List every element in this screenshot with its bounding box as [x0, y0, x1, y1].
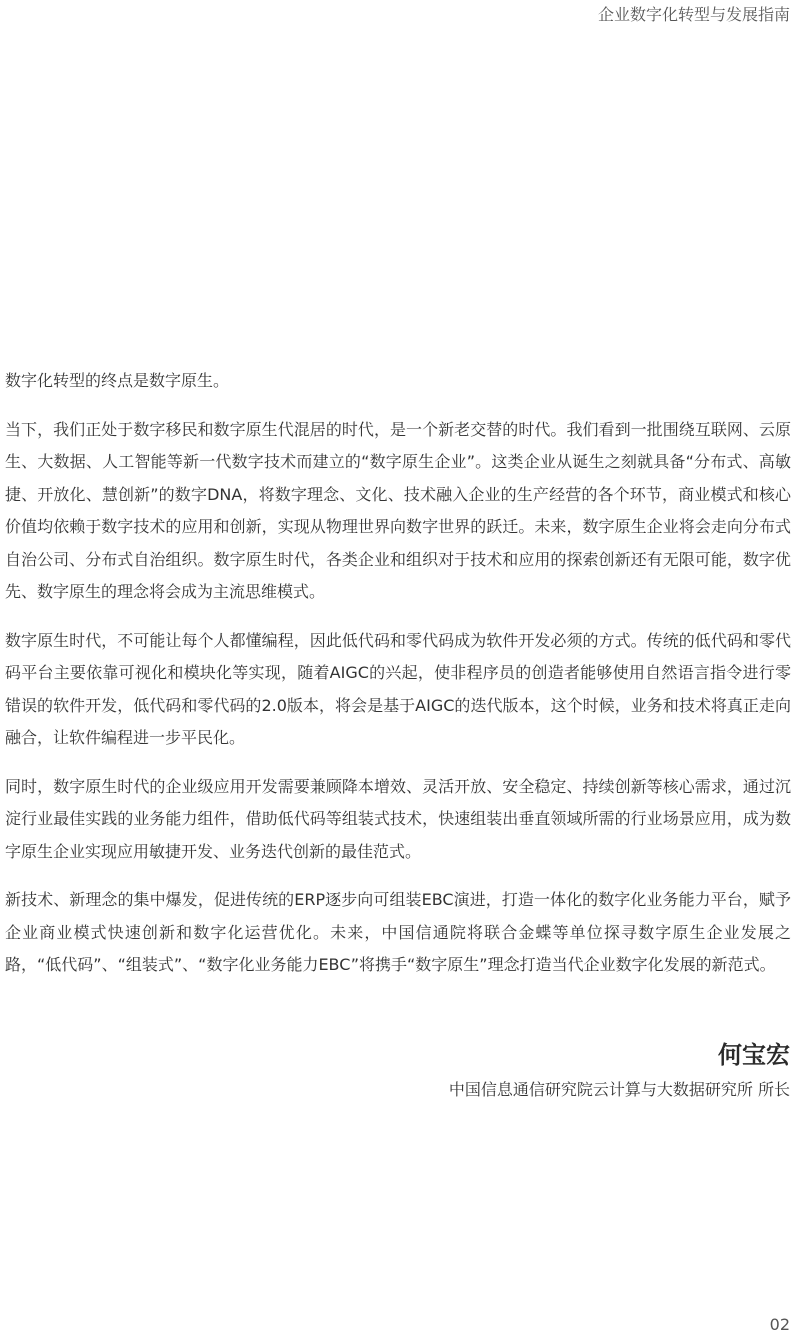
- signature-block: [449, 1038, 790, 1102]
- page-number: 02: [769, 1315, 790, 1334]
- foreword-body: [5, 365, 791, 998]
- paragraph-4: 同时，数字原生时代的企业级应用开发需要兼顾降本增效、灵活开放、安全稳定、持续创新等核心需求，通过沉淀行业最佳实践的业务能力组件，借助低代码等组装式技术，快速组装出垂直领域所需的行业场景应用，成为数字原生企业实现应用敏捷开发、业务迭代创新的最佳范式。: [5, 776, 791, 861]
- paragraph-2: 当下，我们正处于数字移民和数字原生代混居的时代，是一个新老交替的时代。我们看到一批围绕互联网、云原生、大数据、人工智能等新一代数字技术而建立的“数字原生企业”。这类企业从诞生之刻就具备“分布式、高敏捷、开放化、慧创新”的数字DNA，将数字理念、文化、技术融入企业的生产经营的各个环节，商业模式和核心价值均依赖于数字技术的应用和创新，实现从物理世界向数字世界的跃迁。未来，数字原生企业将会走向分布式自治公司、分布式自治组织。数字原生时代，各类企业和组织对于技术和应用的探索创新还有无限可能，数字优先、数字原生的理念将会成为主流思维模式。: [5, 419, 791, 601]
- author-name: 何宝宏: [718, 1041, 790, 1069]
- paragraph-1: 数字化转型的终点是数字原生。: [5, 371, 230, 390]
- paragraph-3: 数字原生时代，不可能让每个人都懂编程，因此低代码和零代码成为软件开发必须的方式。传统的低代码和零代码平台主要依靠可视化和模块化等实现，随着AIGC的兴起，使非程序员的创造者能够使用自然语言指令进行零错误的软件开发，低代码和零代码的2.0版本，将会是基于AIGC的迭代版本，这个时候，业务和技术将真正走向融合，让软件编程进一步平民化。: [5, 630, 791, 747]
- running-header-title: 企业数字化转型与发展指南: [597, 5, 790, 24]
- author-title: 中国信息通信研究院云计算与大数据研究所 所长: [448, 1080, 790, 1099]
- paragraph-5: 新技术、新理念的集中爆发，促进传统的ERP逐步向可组装EBC演进，打造一体化的数字化业务能力平台，赋予企业商业模式快速创新和数字化运营优化。未来，中国信通院将联合金蝶等单位探寻数字原生企业发展之路，“低代码”、“组装式”、“数字化业务能力EBC”将携手“数字原生”理念打造当代企业数字化发展的新范式。: [5, 890, 791, 974]
